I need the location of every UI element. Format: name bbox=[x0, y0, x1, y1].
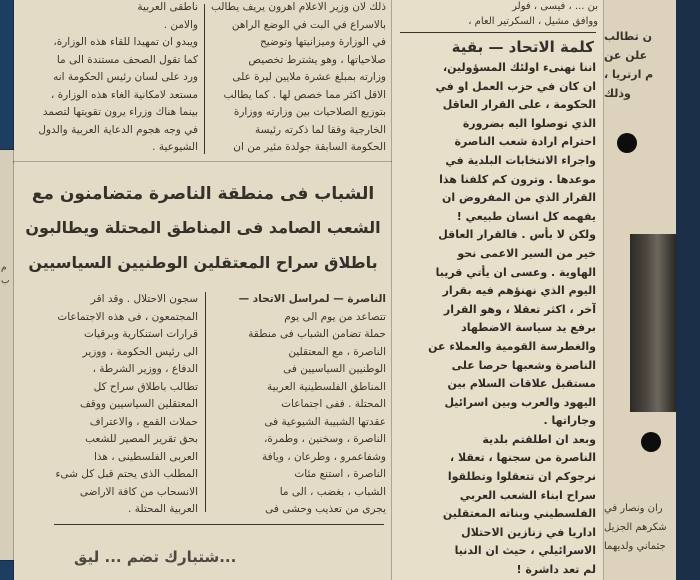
main-byline: الناصرة — لمراسل الاتحاد — bbox=[238, 293, 386, 305]
side-body-line-14: آخر ، اكثر تعقلا ، وهو القرار bbox=[443, 302, 596, 316]
top-clipping-right-column bbox=[210, 0, 386, 158]
main-left-line-12: الانسحاب من كافة الاراضى bbox=[79, 485, 198, 498]
side-body-line-3: الحكومة ، على القرار العاقل bbox=[442, 98, 596, 112]
main-right-line-7: عقدتها الشبيبة الشيوعية فى bbox=[264, 415, 386, 428]
right-bottom-text bbox=[604, 500, 676, 557]
top-left-line-5: ورد على لسان رئيس الحكومة انه bbox=[53, 71, 198, 83]
right-top-line-3: م ارتريا ، bbox=[604, 68, 654, 81]
main-right-line-1: تتصاعد من يوم الى يوم bbox=[284, 310, 386, 323]
top-left-line-9: الشيوعية . bbox=[152, 141, 198, 153]
side-body-line-20: وجاراتها . bbox=[543, 414, 596, 428]
main-right-column bbox=[212, 292, 386, 520]
side-body-line-6: واجراء الانتخابات البلدية في bbox=[445, 153, 596, 167]
right-bottom-line-2: شكرهم الجزيل bbox=[604, 522, 667, 533]
side-body-line-28: لم تعد داشرة ! bbox=[516, 563, 596, 577]
main-right-line-5: المناطق الفلسطينية العربية bbox=[266, 380, 386, 393]
main-right-line-3: الناصرة ، مع المعتقلين bbox=[288, 345, 386, 358]
main-right-line-8: الناصرة ، وسخنين ، وطمرة، bbox=[264, 433, 386, 445]
main-article-clipping bbox=[14, 162, 392, 580]
main-right-line-9: وشفاعمرو ، وطرعان ، ويافة bbox=[262, 450, 386, 463]
top-right-line-8: الخارجية وفقا لما ذكرته رئيسة bbox=[254, 123, 386, 136]
side-body-line-11: خير من السير الاعمى نحو bbox=[457, 246, 596, 260]
main-left-line-13: العربية المحتلة . bbox=[128, 503, 198, 515]
main-column-divider bbox=[205, 292, 206, 512]
side-top-line-2: ووافق مشيل ، السكرتير العام ، bbox=[468, 16, 598, 27]
side-body-line-2: ان كان في حزب العمل او في bbox=[435, 79, 596, 93]
right-edge-strip bbox=[676, 0, 700, 580]
top-column-divider bbox=[204, 4, 205, 154]
main-left-line-6: تطالب باطلاق سراح كل bbox=[93, 380, 198, 393]
top-left-line-4: كما تقول الصحف مستندة الى ما bbox=[56, 53, 198, 66]
top-left-line-8: في وجه هجوم الدعاية العربية والدول bbox=[38, 123, 198, 136]
side-body-line-17: الناصرة وشعبها حرصا على bbox=[451, 358, 596, 372]
side-body-line-12: الهاوية . وعسى ان يأتي قريبا bbox=[435, 265, 596, 279]
top-left-line-2: والامن . bbox=[163, 18, 198, 31]
side-body-line-8: القرار الذي من المفروض ان bbox=[442, 191, 596, 205]
side-body-line-27: الاسرائيلي ، حيث ان الدنيا bbox=[454, 544, 596, 558]
side-body-line-19: اليهود والعرب وبين اسرائيل bbox=[444, 395, 596, 409]
right-photo bbox=[630, 234, 676, 412]
side-top-line-1: بن ... ، فيسى ، فولر bbox=[512, 1, 598, 12]
main-left-line-9: بحق تقرير المصير للشعب bbox=[85, 433, 198, 445]
punch-hole-top bbox=[617, 133, 637, 153]
side-heading: كلمة الاتحاد — بقية bbox=[451, 38, 594, 56]
left-fragment bbox=[0, 150, 14, 560]
side-body-line-23: نرجوكم ان تتعقلوا وتطلقوا bbox=[447, 470, 596, 484]
side-body-line-1: اننا نهنىء اولئك المسؤولين، bbox=[442, 61, 596, 74]
main-left-line-10: العربى الفلسطينى ، هذا bbox=[94, 450, 198, 463]
right-clipping bbox=[604, 0, 676, 580]
main-bottom-cut-text: ...شتبارك تضم ... ليق bbox=[74, 548, 237, 566]
main-left-line-1: سجون الاحتلال . وقد اقر bbox=[90, 293, 198, 305]
side-body-line-21: وبعد ان اطلقتم بلدية bbox=[482, 432, 596, 446]
side-article-clipping bbox=[392, 0, 604, 580]
main-left-line-5: الدفاع ، ووزير الشرطة ، bbox=[92, 363, 198, 375]
top-right-line-6: الاقل اكثر مما خصص لها . كما يطالب bbox=[223, 88, 386, 101]
side-body-line-16: والغطرسة القومية والعملاء عن bbox=[428, 339, 596, 353]
main-right-line-4: الوطنيين السياسيين فى bbox=[283, 363, 386, 375]
main-left-line-7: المعتقلين السياسيين ووقف bbox=[79, 398, 198, 410]
main-left-line-8: حملات القمع ، والاعتراف bbox=[89, 415, 198, 428]
main-headline-line-3: باطلاق سراح المعتقلين الوطنيين السياسيين bbox=[28, 253, 378, 272]
side-body-line-5: احترام ارادة شعب الناصرة bbox=[454, 135, 596, 149]
top-clipping-left-column bbox=[20, 0, 198, 158]
top-right-line-9: الحكومة السابقة جولدة مئير من ان bbox=[233, 141, 386, 153]
main-left-line-4: الى رئيس الحكومة ، ووزير bbox=[82, 345, 198, 358]
side-body-line-4: الذي توصلوا اليه بضرورة bbox=[462, 116, 596, 130]
side-body-line-26: اداريا في زنازين الاحتلال bbox=[461, 525, 596, 539]
top-clipping bbox=[14, 0, 392, 162]
fragment-char-2: ب bbox=[1, 276, 10, 286]
top-left-line-6: مستعد لامكانية الغاء هذه الوزارة ، bbox=[50, 88, 198, 101]
side-body-line-25: الفلسطيني وبناته المعتقلين bbox=[442, 507, 596, 521]
right-bottom-line-3: جثماني ولديهما bbox=[604, 541, 666, 552]
side-body-line-18: مستقبل علاقات السلام بين bbox=[447, 377, 596, 391]
top-right-line-5: وزارته بمبلغ عشرة ملايين ليرة على bbox=[232, 71, 386, 83]
side-body-line-24: سراح ابناء الشعب العربي bbox=[459, 488, 596, 502]
side-body-line-7: موعدها . وترون كم كلفنا هذا bbox=[439, 172, 596, 186]
right-top-line-2: علن عن bbox=[604, 49, 648, 62]
side-body-line-13: اليوم الذي نهنؤهم فيه بقرار bbox=[442, 284, 596, 298]
side-body-line-22: الناصرة من سجنها ، تعقلا ، bbox=[450, 451, 596, 465]
top-right-line-4: صلاحياتها ، وهو يشترط تخصيص bbox=[248, 53, 386, 66]
punch-hole-bottom bbox=[641, 432, 661, 452]
top-left-line-3: ويبدو ان تمهيدا للقاء هذه الوزارة، bbox=[53, 36, 198, 48]
main-left-line-2: المجتمعون ، فى هذه الاجتماعات bbox=[57, 310, 198, 323]
main-left-column bbox=[18, 292, 198, 520]
right-bottom-line-1: ران ونصار في bbox=[604, 503, 663, 514]
main-left-line-11: المطلب الذى يحتم قبل كل شىء bbox=[55, 468, 198, 480]
top-right-line-7: بتوزيع الصلاحيات بين وزارته ووزارة bbox=[233, 106, 386, 118]
side-top-lines bbox=[398, 0, 598, 30]
side-body bbox=[400, 60, 596, 580]
top-right-line-1: ذلك لان وزير الاعلام اهرون يريف يطالب bbox=[210, 1, 386, 13]
main-headline-line-2: الشعب الصامد فى المناطق المحتلة ويطالبون bbox=[25, 218, 381, 237]
right-top-line-4: وذلك bbox=[604, 87, 631, 100]
main-right-line-6: المحتلة . ففى اجتماعات bbox=[281, 398, 386, 410]
main-right-line-12: يجرى من تعذيب وحشى فى bbox=[265, 503, 386, 515]
side-body-line-9: يفهمه كل انسان طبيعي ! bbox=[456, 209, 596, 223]
side-body-line-15: برفع يد سياسة الاضطهاد bbox=[461, 321, 596, 335]
main-right-line-11: الشباب ، بغضب ، الى ما bbox=[279, 485, 386, 498]
top-left-line-1: ناطقى العربية bbox=[137, 1, 198, 13]
fragment-char-1: م bbox=[1, 263, 7, 273]
top-left-line-7: بينما هناك وزراء يرون تقويتها لتصمد bbox=[42, 106, 198, 118]
main-right-line-2: حملة تضامن الشباب فى منطقة bbox=[248, 328, 386, 340]
top-right-line-2: بالاسراع في البت في الوضع الراهن bbox=[231, 18, 386, 31]
right-top-line-1: ن تطالب bbox=[604, 30, 652, 43]
main-left-line-3: قرارات استنكارية وبرقيات bbox=[83, 328, 198, 340]
top-right-line-3: في الوزارة وميزانيتها وتوضيح bbox=[259, 36, 386, 48]
side-body-line-10: ولكن لا بأس . فالقرار العاقل bbox=[438, 228, 596, 242]
side-top-rule bbox=[400, 32, 596, 33]
main-right-line-10: الناصرة ، استنع مئات bbox=[294, 468, 386, 480]
main-bottom-rule bbox=[54, 524, 384, 525]
main-headline-line-1: الشباب فى منطقة الناصرة متضامنون مع bbox=[31, 184, 375, 204]
right-top-text bbox=[604, 28, 674, 104]
